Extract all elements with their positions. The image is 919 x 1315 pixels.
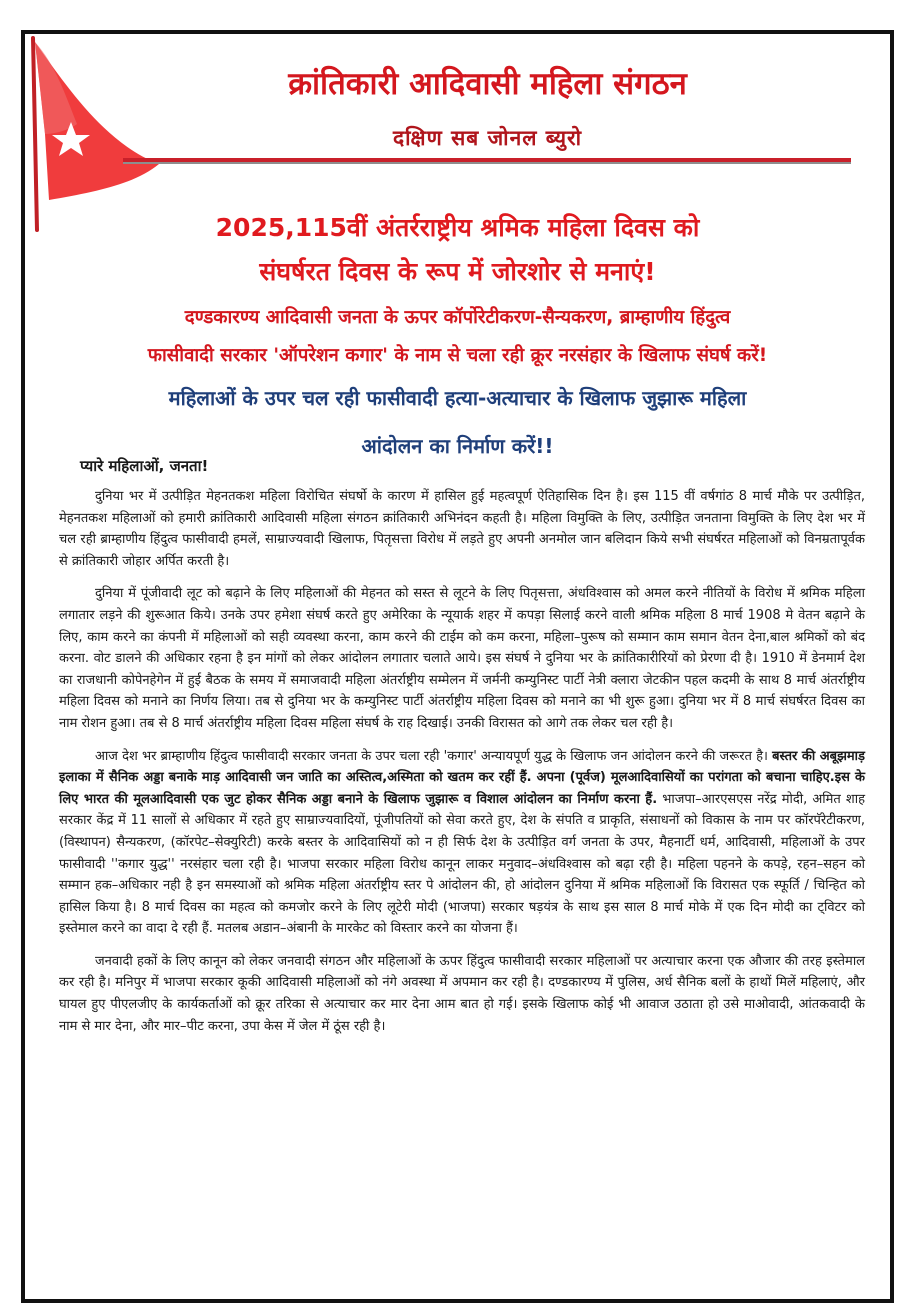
header-divider bbox=[123, 158, 851, 164]
body-text bbox=[59, 486, 865, 1048]
paragraph-3-rest: भाजपा–आरएसएस नरेंद्र मोदी, अमित शाह सरकार केंद्र में 11 सालों से अधिकार में रहते हुए साम्राज्यवादियों, पूंजीपतियों को सेवा करते हुए, देश के संपति व प्राकृति, संसाधनों को विकास के नाम पर कॉरपॅरेटीकरण, (विस्थापन) सैन्यकरण, (कॉरपेट–सेक्युरिटी) करके बस्तर के आदिवासियों को न ही सिर्फ देश के उत्पीड़ित वर्ग जनता के उपर, मैहनार्टी धर्म, आदिवासी, महिलाओं के उपर फासीवादी ''कगार युद्ध'' नरसंहार चला रही है। भाजपा सरकार महिला विरोध कानून लाकर मनुवाद–अंधविश्वास को बढ़ा रही है। महिला पहनने के कपड़े, रहन–सहन को सम्मान हक–अधिकार नही है इन समस्याओं को श्रमिक महिला अंतर्राष्ट्रीय स्तर पे आंदोलन की, हो आंदोलन दुनिया में श्रमिक महिलाओं कि विरासत एक स्फूर्ति / चिन्हित को हासिल किया है। 8 मार्च दिवस का महत्व को कमजोर करने के लिए लूटेरी मोदी (भाजपा) सरकार षड़यंत्र के साथ इस साल 8 मार्च मोके में एक दिन मोदी का ट्विटर को इस्तेमाल करने का वादा दे रही हैं. मतलब अडान–अंबानी के मारकेट को विस्तार करने का योजना हैं। bbox=[59, 791, 866, 937]
paragraph-3-bold: बस्तर की अबूझमाड़ इलाका में सैनिक अड्डा बनाके माड़ आदिवासी जन जाति का अस्तित्व,अस्मिता को खतम कर रहीं हैं. अपना (पूर्वज) मूलआदिवासियों का परांगता को बचाना चाहिए.इस के लिए भारत की मूलआदिवासी एक जुट होकर सैनिक अड्डा बनाने के खिलाफ जुझारू व विशाल आंदोलन का निर्माण करना हैं. bbox=[59, 748, 866, 807]
salutation: प्यारे महिलाओं, जनता! bbox=[80, 457, 209, 475]
poster-frame bbox=[21, 30, 894, 1303]
headline-line-1: 2025,115वीं अंतर्रराष्ट्रीय श्रमिक महिला दिवस को bbox=[215, 213, 700, 242]
sub-headline bbox=[33, 299, 882, 375]
headline-line-2: संघर्षरत दिवस के रूप में जोरशोर से मनाएं! bbox=[259, 257, 656, 286]
paragraph-3 bbox=[59, 746, 865, 940]
subhead-line-1: दण्डकारण्य आदिवासी जनता के ऊपर कॉर्पोरेटीकरण-सैन्यकरण, ब्राम्हाणीय हिंदुत्व bbox=[184, 307, 731, 328]
bluehead-line-1: महिलाओं के उपर चल रही फासीवादी हत्या-अत्याचार के खिलाफ जुझारू महिला bbox=[168, 386, 747, 410]
paragraph-2: दुनिया में पूंजीवादी लूट को बढ़ाने के लिए महिलाओं की मेहनत को सस्त से लूटने के लिए पितृसत्ता, अंधविश्वास को अमल करने नीतियों के विरोध में श्रमिक महिला लगातार लड़ने की शुरूआत किये। उनके उपर हमेशा संघर्ष करते हुए अमेरिका के न्यूयार्क शहर में कपड़ा सिलाई करने वाली श्रमिक महिला 8 मार्च 1908 मे वेतन बढ़ाने के लिए, काम करने का कंपनी में महिलाओं को सही व्यवस्था करना, काम करने की टाईम को कम करना, महिला–पुरूष को सम्मान काम समान वेतन देना,बाल श्रमिकों को बंद करना. वोट डालने की अधिकार रहना है इन मांगों को लेकर आंदोलन लगातार चलाते आये। इस संघर्ष ने दुनिया भर के क्रांतिकारीरियों को प्रेरणा दी है। 1910 में डेनमार्म देश का राजधानी कोपेनहेगेन में हुई बैठक के समय में समाजवादी महिला अंतर्राष्ट्रीय सम्मेलन में जर्मनी कम्युनिस्ट पार्टी नेत्री क्लारा जेटकीन पहल कदमी के साथ 8 मार्च अंतर्राष्ट्रीय महिला दिवस को मनाने का निर्णय लिया। तब से दुनिया भर के कम्युनिस्ट पार्टी अंतर्राष्ट्रीय महिला दिवस को मनाने का भी शुरू हुआ। दुनिया भर में 8 मार्च संघर्षरत दिवस का नाम रोशन हुआ। तब से 8 मार्च अंतर्राष्ट्रीय महिला दिवस महिला संघर्ष के राह दिखाई। उनकी विरासत को आगे तक लेकर चल रही है। bbox=[59, 586, 865, 731]
bureau-subtitle: दक्षिण सब जोनल ब्युरो bbox=[392, 126, 583, 150]
organization-title: क्रांतिकारी आदिवासी महिला संगठन bbox=[288, 66, 687, 102]
subhead-line-2: फासीवादी सरकार 'ऑपरेशन कगार' के नाम से चला रही क्रूर नरसंहार के खिलाफ संघर्ष करें! bbox=[147, 345, 768, 366]
paragraph-1: दुनिया भर में उत्पीड़ित मेहनतकश महिला विरोचित संघर्षो के कारण में हासिल हुई महत्वपूर्ण ऐतिहासिक दिन है। इस 115 वीं वर्षगांठ 8 मार्च मौके पर उत्पीड़ित, मेहनतकश महिलाओं को हमारी क्रांतिकारी आदिवासी महिला संगठन क्रांतिकारी अभिनंदन कहती है। महिला विमुक्ति के लिए, उत्पीड़ित जनताना विमुक्ति के लिए देश भर में चल रही ब्राम्हाणीय हिंदुत्व फासीवादी हमलें, साम्राज्यवादी खिलाफ, पितृसत्ता विरोध में लड़ते हुए अपनी अनमोल जान बलिदान किये सभी संघर्षरत महिलाओं को विनम्रतापूर्वक से क्रांतिकारी जोहार अर्पित करती है। bbox=[59, 489, 865, 569]
paragraph-3-intro: आज देश भर ब्राम्हाणीय हिंदुत्व फासीवादी सरकार जनता के उपर चला रही 'कगार' अन्यायपूर्ण युद्ध के खिलाफ जन आंदोलन करने की जरूरत है। bbox=[95, 748, 768, 764]
bluehead-line-2: आंदोलन का निर्माण करें!! bbox=[361, 434, 554, 458]
paragraph-4: जनवादी हकों के लिए कानून को लेकर जनवादी संगठन और महिलाओं के ऊपर हिंदुत्व फासीवादी सरकार महिलाओं पर अत्याचार करना एक औजार की तरह इस्तेमाल कर रही है। मनिपुर में भाजपा सरकार कूकी आदिवासी महिलाओं को नंगे अवस्था में अपमान कर रही है। दण्डकारण्य में पुलिस, अर्ध सैनिक बलों के हाथों मिलें महिलाएं, और घायल हुए पीएलजीए के कार्यकर्ताओं को क्रूर तरिका से अत्याचार कर मार देना आम बात हो गई। इसके खिलाफ कोई भी आवाज उठाता हो उसे माओवादी, आंतकवादी के नाम से मार देना, और मार–पीट करना, उपा केस में जेल में ठूंस रही है। bbox=[59, 953, 865, 1034]
main-headline bbox=[45, 206, 870, 294]
